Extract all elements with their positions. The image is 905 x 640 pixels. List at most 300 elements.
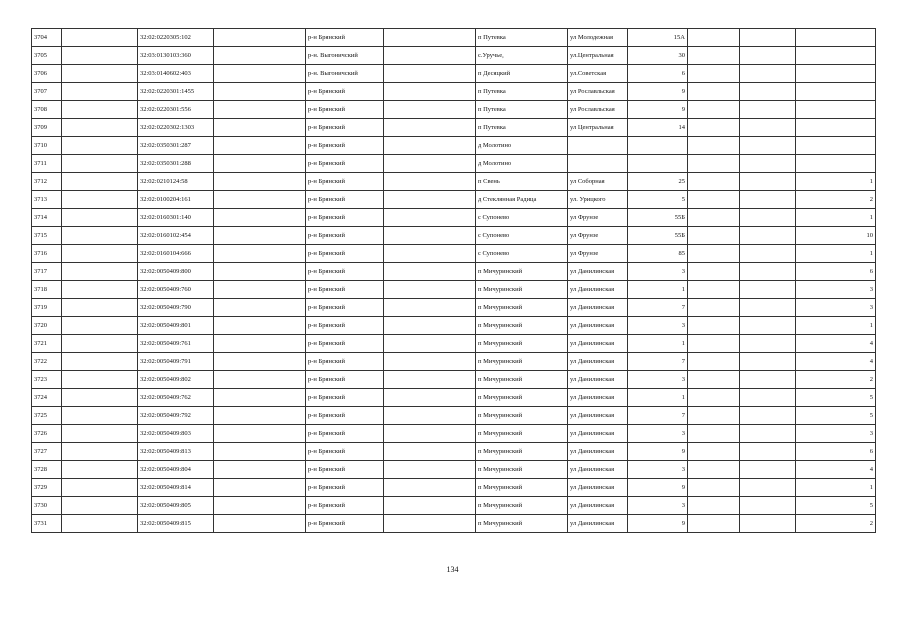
blank-cell — [384, 281, 476, 299]
blank-cell — [740, 47, 796, 65]
blank-cell — [740, 443, 796, 461]
blank-cell — [384, 317, 476, 335]
record-number-cell: 3705 — [32, 47, 62, 65]
street-cell: ул Данилинская — [568, 443, 628, 461]
house-number-cell: 85 — [628, 245, 688, 263]
locality-cell: п Мичуринский — [476, 299, 568, 317]
locality-cell: п Мичуринский — [476, 263, 568, 281]
blank-cell — [62, 335, 138, 353]
table-row — [32, 425, 876, 443]
house-number-cell: 1 — [628, 389, 688, 407]
blank-cell — [384, 155, 476, 173]
apartment-number-cell: 1 — [796, 317, 876, 335]
cadastral-number-cell: 32:02:0220301:1455 — [138, 83, 214, 101]
blank-cell — [384, 335, 476, 353]
table-row — [32, 281, 876, 299]
blank-cell — [740, 137, 796, 155]
locality-cell: п Путевка — [476, 101, 568, 119]
apartment-number-cell: 6 — [796, 443, 876, 461]
table-row — [32, 65, 876, 83]
blank-cell — [384, 173, 476, 191]
blank-cell — [214, 461, 306, 479]
locality-cell: д Молотино — [476, 155, 568, 173]
blank-cell — [214, 515, 306, 533]
blank-cell — [740, 173, 796, 191]
blank-cell — [740, 209, 796, 227]
blank-cell — [384, 227, 476, 245]
apartment-number-cell: 4 — [796, 353, 876, 371]
blank-cell — [62, 353, 138, 371]
record-number-cell: 3707 — [32, 83, 62, 101]
cadastral-number-cell: 32:02:0050409:791 — [138, 353, 214, 371]
blank-cell — [740, 461, 796, 479]
blank-cell — [688, 155, 740, 173]
district-cell: р-н Брянский — [306, 335, 384, 353]
street-cell: ул. Урицкого — [568, 191, 628, 209]
apartment-number-cell: 5 — [796, 407, 876, 425]
street-cell: ул Данилинская — [568, 281, 628, 299]
blank-cell — [214, 191, 306, 209]
house-number-cell: 9 — [628, 83, 688, 101]
street-cell: ул Данилинская — [568, 335, 628, 353]
blank-cell — [62, 245, 138, 263]
blank-cell — [740, 119, 796, 137]
apartment-number-cell: 5 — [796, 497, 876, 515]
house-number-cell: 5 — [628, 191, 688, 209]
blank-cell — [214, 101, 306, 119]
table-row — [32, 263, 876, 281]
blank-cell — [688, 389, 740, 407]
locality-cell: с Супонево — [476, 245, 568, 263]
locality-cell: д Молотино — [476, 137, 568, 155]
street-cell: ул Данилинская — [568, 263, 628, 281]
blank-cell — [688, 425, 740, 443]
blank-cell — [62, 443, 138, 461]
apartment-number-cell — [796, 137, 876, 155]
locality-cell: п Мичуринский — [476, 461, 568, 479]
blank-cell — [688, 173, 740, 191]
table-row — [32, 479, 876, 497]
district-cell: р-н Брянский — [306, 227, 384, 245]
cadastral-number-cell: 32:02:0050409:803 — [138, 425, 214, 443]
blank-cell — [688, 299, 740, 317]
table-row — [32, 119, 876, 137]
record-number-cell: 3717 — [32, 263, 62, 281]
street-cell: ул Данилинская — [568, 461, 628, 479]
blank-cell — [740, 515, 796, 533]
apartment-number-cell: 2 — [796, 371, 876, 389]
record-number-cell: 3706 — [32, 65, 62, 83]
house-number-cell: 3 — [628, 461, 688, 479]
blank-cell — [688, 407, 740, 425]
locality-cell: п Свень — [476, 173, 568, 191]
district-cell: р-н Брянский — [306, 497, 384, 515]
blank-cell — [62, 65, 138, 83]
table-row — [32, 461, 876, 479]
blank-cell — [688, 281, 740, 299]
district-cell: р-н Брянский — [306, 299, 384, 317]
apartment-number-cell: 3 — [796, 425, 876, 443]
locality-cell: п Мичуринский — [476, 425, 568, 443]
blank-cell — [740, 65, 796, 83]
street-cell: ул Данилинская — [568, 371, 628, 389]
blank-cell — [688, 29, 740, 47]
record-number-cell: 3715 — [32, 227, 62, 245]
blank-cell — [384, 263, 476, 281]
record-number-cell: 3704 — [32, 29, 62, 47]
record-number-cell: 3726 — [32, 425, 62, 443]
apartment-number-cell: 1 — [796, 173, 876, 191]
blank-cell — [740, 227, 796, 245]
blank-cell — [62, 209, 138, 227]
blank-cell — [62, 299, 138, 317]
district-cell: р-н Брянский — [306, 137, 384, 155]
apartment-number-cell — [796, 47, 876, 65]
locality-cell: п Мичуринский — [476, 335, 568, 353]
blank-cell — [384, 497, 476, 515]
blank-cell — [214, 335, 306, 353]
blank-cell — [740, 479, 796, 497]
blank-cell — [62, 227, 138, 245]
street-cell: ул.Центральная — [568, 47, 628, 65]
district-cell: р-н Брянский — [306, 101, 384, 119]
cadastral-number-cell: 32:02:0050409:813 — [138, 443, 214, 461]
blank-cell — [214, 281, 306, 299]
blank-cell — [214, 83, 306, 101]
blank-cell — [740, 245, 796, 263]
locality-cell: п Мичуринский — [476, 317, 568, 335]
cadastral-number-cell: 32:02:0050409:814 — [138, 479, 214, 497]
street-cell: ул Соборная — [568, 173, 628, 191]
locality-cell: п Мичуринский — [476, 407, 568, 425]
blank-cell — [214, 371, 306, 389]
blank-cell — [214, 245, 306, 263]
blank-cell — [214, 389, 306, 407]
record-number-cell: 3728 — [32, 461, 62, 479]
blank-cell — [688, 497, 740, 515]
street-cell — [568, 155, 628, 173]
cadastral-number-cell: 32:02:0050409:801 — [138, 317, 214, 335]
table-body — [32, 29, 876, 533]
blank-cell — [740, 191, 796, 209]
apartment-number-cell: 4 — [796, 461, 876, 479]
locality-cell: п Мичуринский — [476, 497, 568, 515]
page-number: 134 — [446, 565, 459, 574]
blank-cell — [688, 137, 740, 155]
locality-cell: п Мичуринский — [476, 353, 568, 371]
record-number-cell: 3718 — [32, 281, 62, 299]
street-cell: ул Данилинская — [568, 425, 628, 443]
house-number-cell: 3 — [628, 497, 688, 515]
house-number-cell: 7 — [628, 407, 688, 425]
blank-cell — [384, 47, 476, 65]
street-cell — [568, 137, 628, 155]
apartment-number-cell: 1 — [796, 245, 876, 263]
apartment-number-cell: 6 — [796, 263, 876, 281]
blank-cell — [384, 191, 476, 209]
house-number-cell: 55Б — [628, 227, 688, 245]
blank-cell — [740, 299, 796, 317]
record-number-cell: 3731 — [32, 515, 62, 533]
blank-cell — [688, 461, 740, 479]
register-table — [31, 28, 876, 533]
record-number-cell: 3725 — [32, 407, 62, 425]
table-row — [32, 173, 876, 191]
cadastral-number-cell: 32:02:0350301:288 — [138, 155, 214, 173]
blank-cell — [214, 155, 306, 173]
blank-cell — [62, 101, 138, 119]
street-cell: ул Фрунзе — [568, 227, 628, 245]
blank-cell — [740, 317, 796, 335]
blank-cell — [688, 119, 740, 137]
blank-cell — [214, 317, 306, 335]
apartment-number-cell: 5 — [796, 389, 876, 407]
street-cell: ул Молодежная — [568, 29, 628, 47]
blank-cell — [62, 407, 138, 425]
street-cell: ул Центральная — [568, 119, 628, 137]
house-number-cell: 3 — [628, 317, 688, 335]
blank-cell — [214, 173, 306, 191]
blank-cell — [384, 353, 476, 371]
blank-cell — [62, 497, 138, 515]
street-cell: ул Фрунзе — [568, 245, 628, 263]
blank-cell — [214, 65, 306, 83]
cadastral-number-cell: 32:02:0100204:161 — [138, 191, 214, 209]
record-number-cell: 3723 — [32, 371, 62, 389]
cadastral-number-cell: 32:02:0210124:58 — [138, 173, 214, 191]
record-number-cell: 3724 — [32, 389, 62, 407]
record-number-cell: 3729 — [32, 479, 62, 497]
district-cell: р-н Брянский — [306, 119, 384, 137]
table-row — [32, 245, 876, 263]
apartment-number-cell: 3 — [796, 281, 876, 299]
house-number-cell: 30 — [628, 47, 688, 65]
locality-cell: с.Уручье, — [476, 47, 568, 65]
table-row — [32, 389, 876, 407]
house-number-cell: 3 — [628, 263, 688, 281]
table-row — [32, 83, 876, 101]
locality-cell: п Мичуринский — [476, 443, 568, 461]
blank-cell — [384, 101, 476, 119]
district-cell: р-н Брянский — [306, 515, 384, 533]
blank-cell — [384, 479, 476, 497]
cadastral-number-cell: 32:02:0220301:556 — [138, 101, 214, 119]
street-cell: ул Данилинская — [568, 299, 628, 317]
house-number-cell: 3 — [628, 425, 688, 443]
table-row — [32, 335, 876, 353]
locality-cell: с Супонево — [476, 227, 568, 245]
table-row — [32, 137, 876, 155]
house-number-cell — [628, 137, 688, 155]
house-number-cell: 15А — [628, 29, 688, 47]
district-cell: р-н Брянский — [306, 353, 384, 371]
blank-cell — [62, 119, 138, 137]
record-number-cell: 3730 — [32, 497, 62, 515]
record-number-cell: 3727 — [32, 443, 62, 461]
blank-cell — [740, 29, 796, 47]
district-cell: р-н Брянский — [306, 245, 384, 263]
district-cell: р-н. Выгоничский — [306, 47, 384, 65]
blank-cell — [62, 389, 138, 407]
table-row — [32, 209, 876, 227]
table-row — [32, 371, 876, 389]
district-cell: р-н Брянский — [306, 191, 384, 209]
blank-cell — [384, 407, 476, 425]
blank-cell — [688, 515, 740, 533]
locality-cell: п Путевка — [476, 83, 568, 101]
district-cell: р-н Брянский — [306, 209, 384, 227]
record-number-cell: 3712 — [32, 173, 62, 191]
blank-cell — [384, 119, 476, 137]
blank-cell — [688, 263, 740, 281]
cadastral-number-cell: 32:02:0050409:800 — [138, 263, 214, 281]
blank-cell — [62, 515, 138, 533]
blank-cell — [62, 317, 138, 335]
blank-cell — [62, 461, 138, 479]
street-cell: ул Рославльская — [568, 101, 628, 119]
blank-cell — [384, 29, 476, 47]
apartment-number-cell: 2 — [796, 191, 876, 209]
street-cell: ул Данилинская — [568, 497, 628, 515]
apartment-number-cell — [796, 119, 876, 137]
blank-cell — [740, 155, 796, 173]
table-row — [32, 299, 876, 317]
street-cell: ул Данилинская — [568, 515, 628, 533]
blank-cell — [384, 83, 476, 101]
blank-cell — [62, 83, 138, 101]
district-cell: р-н Брянский — [306, 479, 384, 497]
blank-cell — [384, 299, 476, 317]
blank-cell — [62, 137, 138, 155]
blank-cell — [740, 425, 796, 443]
apartment-number-cell: 3 — [796, 299, 876, 317]
house-number-cell: 9 — [628, 479, 688, 497]
blank-cell — [740, 335, 796, 353]
blank-cell — [688, 47, 740, 65]
table-row — [32, 29, 876, 47]
table-row — [32, 317, 876, 335]
blank-cell — [214, 29, 306, 47]
street-cell: ул Фрунзе — [568, 209, 628, 227]
house-number-cell: 14 — [628, 119, 688, 137]
district-cell: р-н Брянский — [306, 407, 384, 425]
blank-cell — [688, 335, 740, 353]
apartment-number-cell — [796, 101, 876, 119]
table-row — [32, 191, 876, 209]
apartment-number-cell — [796, 29, 876, 47]
district-cell: р-н Брянский — [306, 83, 384, 101]
blank-cell — [688, 353, 740, 371]
cadastral-number-cell: 32:02:0050409:815 — [138, 515, 214, 533]
blank-cell — [740, 101, 796, 119]
table-row — [32, 227, 876, 245]
blank-cell — [214, 119, 306, 137]
blank-cell — [688, 245, 740, 263]
house-number-cell — [628, 155, 688, 173]
blank-cell — [214, 209, 306, 227]
blank-cell — [62, 155, 138, 173]
street-cell: ул Рославльская — [568, 83, 628, 101]
blank-cell — [214, 443, 306, 461]
street-cell: ул Данилинская — [568, 479, 628, 497]
cadastral-number-cell: 32:02:0050409:762 — [138, 389, 214, 407]
district-cell: р-н Брянский — [306, 461, 384, 479]
blank-cell — [740, 407, 796, 425]
blank-cell — [214, 263, 306, 281]
locality-cell: п Мичуринский — [476, 515, 568, 533]
blank-cell — [688, 209, 740, 227]
street-cell: ул Данилинская — [568, 407, 628, 425]
cadastral-number-cell: 32:02:0050409:760 — [138, 281, 214, 299]
apartment-number-cell: 1 — [796, 479, 876, 497]
apartment-number-cell: 2 — [796, 515, 876, 533]
blank-cell — [740, 83, 796, 101]
blank-cell — [384, 389, 476, 407]
blank-cell — [384, 245, 476, 263]
cadastral-number-cell: 32:02:0050409:790 — [138, 299, 214, 317]
cadastral-number-cell: 32:03:0140602:403 — [138, 65, 214, 83]
apartment-number-cell: 4 — [796, 335, 876, 353]
blank-cell — [62, 47, 138, 65]
table-row — [32, 407, 876, 425]
blank-cell — [688, 443, 740, 461]
cadastral-number-cell: 32:02:0220302:1303 — [138, 119, 214, 137]
table-row — [32, 353, 876, 371]
locality-cell: п Путевка — [476, 29, 568, 47]
house-number-cell: 9 — [628, 515, 688, 533]
locality-cell: п Мичуринский — [476, 389, 568, 407]
blank-cell — [740, 281, 796, 299]
cadastral-number-cell: 32:02:0050409:802 — [138, 371, 214, 389]
cadastral-number-cell: 32:02:0220305:102 — [138, 29, 214, 47]
street-cell: ул Данилинская — [568, 353, 628, 371]
blank-cell — [62, 263, 138, 281]
locality-cell: п Мичуринский — [476, 371, 568, 389]
blank-cell — [214, 425, 306, 443]
blank-cell — [214, 137, 306, 155]
blank-cell — [62, 191, 138, 209]
district-cell: р-н Брянский — [306, 371, 384, 389]
blank-cell — [740, 389, 796, 407]
district-cell: р-н Брянский — [306, 173, 384, 191]
blank-cell — [62, 479, 138, 497]
table-row — [32, 497, 876, 515]
record-number-cell: 3714 — [32, 209, 62, 227]
record-number-cell: 3716 — [32, 245, 62, 263]
blank-cell — [384, 209, 476, 227]
apartment-number-cell: 10 — [796, 227, 876, 245]
house-number-cell: 6 — [628, 65, 688, 83]
blank-cell — [62, 173, 138, 191]
blank-cell — [62, 29, 138, 47]
apartment-number-cell: 1 — [796, 209, 876, 227]
district-cell: р-н Брянский — [306, 317, 384, 335]
house-number-cell: 9 — [628, 101, 688, 119]
locality-cell: п Десяцкий — [476, 65, 568, 83]
district-cell: р-н Брянский — [306, 443, 384, 461]
table-row — [32, 443, 876, 461]
locality-cell: п Мичуринский — [476, 479, 568, 497]
blank-cell — [384, 65, 476, 83]
blank-cell — [740, 497, 796, 515]
blank-cell — [384, 461, 476, 479]
blank-cell — [214, 407, 306, 425]
locality-cell: д Стеклянная Радица — [476, 191, 568, 209]
cadastral-number-cell: 32:02:0050409:804 — [138, 461, 214, 479]
house-number-cell: 55Б — [628, 209, 688, 227]
district-cell: р-н Брянский — [306, 29, 384, 47]
cadastral-number-cell: 32:02:0050409:761 — [138, 335, 214, 353]
